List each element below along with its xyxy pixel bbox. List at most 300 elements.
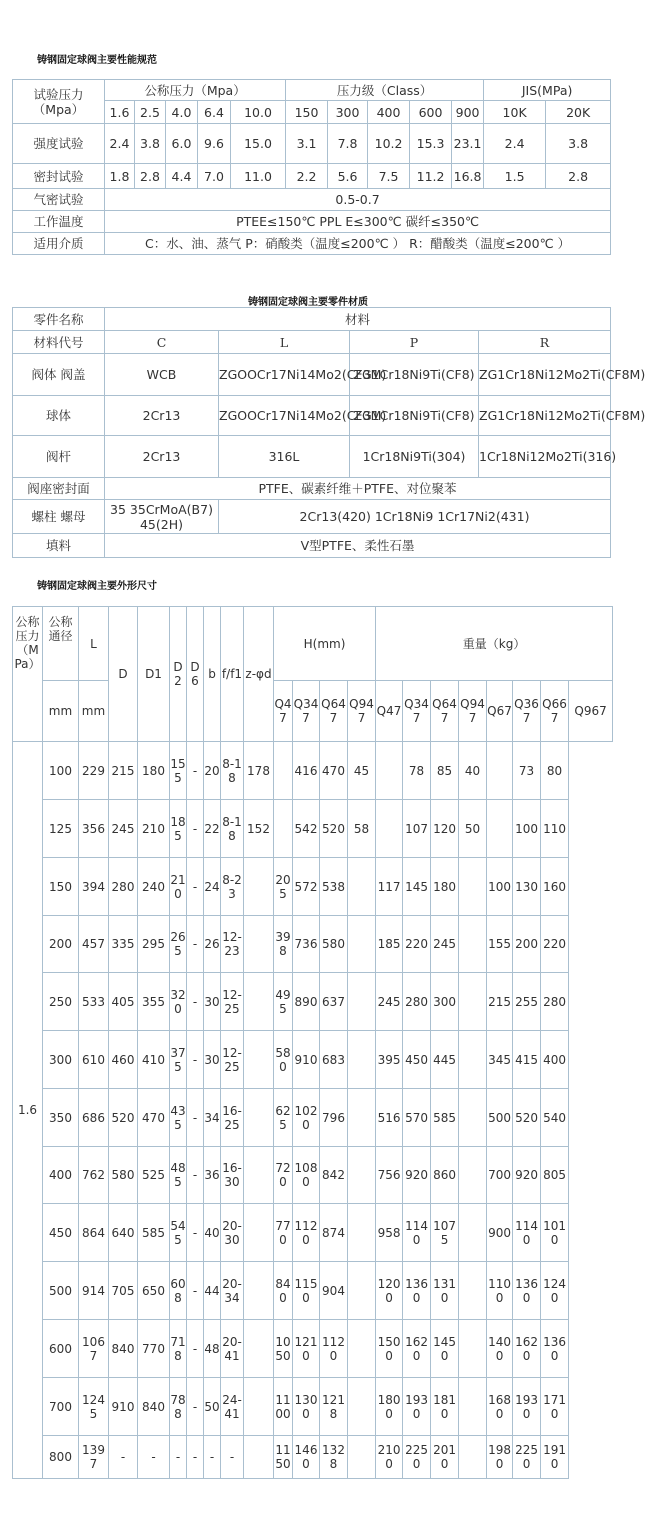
cell-w-q367: 1620 [513,1320,541,1378]
cell-h-q347: 416 [293,742,320,800]
cell-w-q667: 1360 [541,1320,569,1378]
cell-d6: - [187,1147,204,1204]
cell-h-q47: 1100 [274,1378,293,1436]
value-cell: 11.0 [231,164,286,189]
cell-dn: 300 [43,1031,79,1089]
table-row [13,1089,613,1147]
value-cell: 2.4 [105,124,135,164]
cell-b: 30 [204,1031,221,1089]
dimensions-body [13,742,613,1479]
cell-h-q947 [348,858,376,916]
cell-zd [244,1204,274,1262]
cell-b: 50 [204,1378,221,1436]
zd-header: z-φd [244,607,274,742]
dimensions-table [12,606,613,1479]
cell-w-q367: 1140 [513,1204,541,1262]
cell-h-q347: 1150 [293,1262,320,1320]
cell-ff1: 8-18 [221,800,244,858]
cell-w-q67: 345 [487,1031,513,1089]
cell-d: - [109,1436,138,1479]
w-col-q67: Q67 [487,681,513,742]
cell-l: 394 [79,858,109,916]
cell-d6: - [187,800,204,858]
cell-w-q647: 245 [431,916,459,973]
cell-dn: 600 [43,1320,79,1378]
cell-b: 22 [204,800,221,858]
cell-h-q947 [348,1147,376,1204]
cell-d: 580 [109,1147,138,1204]
cell-w-q947 [459,1320,487,1378]
cell-h-q947 [348,1262,376,1320]
cell-h-q647: 520 [320,800,348,858]
cell-h-q47: 398 [274,916,293,973]
cell-b: 40 [204,1204,221,1262]
cell-h-q347: 1300 [293,1378,320,1436]
cell-w-q647: 1310 [431,1262,459,1320]
value-cell: 15.0 [231,124,286,164]
value-cell: 4.4 [166,164,198,189]
cell-dn: 500 [43,1262,79,1320]
w-col-q47: Q47 [376,681,403,742]
cell-w-q367: 920 [513,1147,541,1204]
bolt-c-value: 35 35CrMoA(B7) 45(2H) [105,500,219,534]
value-cell: 2.4 [484,124,546,164]
material-cell: 2Cr13 [105,436,219,478]
value-cell: 1.8 [105,164,135,189]
h-col-q947: Q947 [348,681,376,742]
cell-w-q347: 280 [403,973,431,1031]
performance-table [12,79,611,255]
seat-value: PTFE、碳素纤维＋PTFE、对位聚苯 [105,478,611,500]
cell-w-q947 [459,973,487,1031]
cell-w-q47: 958 [376,1204,403,1262]
material-cell: 2Cr13 [105,396,219,436]
cell-h-q947: 45 [348,742,376,800]
cell-h-q947 [348,1436,376,1479]
cell-h-q47: 580 [274,1031,293,1089]
cell-w-q367: 73 [513,742,541,800]
media-value: C：水、油、蒸气 P：硝酸类（温度≤200℃ ） R：醋酸类（温度≤200℃ ） [105,233,611,255]
w-col-q967: Q967 [569,681,613,742]
cell-w-q947 [459,1031,487,1089]
code-c: C [105,331,219,354]
value-cell: 1.5 [484,164,546,189]
bolt-other-value: 2Cr13(420) 1Cr18Ni9 1Cr17Ni2(431) [219,500,611,534]
row-label: 密封试验 [13,164,105,189]
cell-w-q947 [459,1378,487,1436]
cell-zd [244,1436,274,1479]
table-row [13,1378,613,1436]
seat-label: 阀座密封面 [13,478,105,500]
d6-header: D6 [187,607,204,742]
nominal-diameter-header: 公称通径 [43,607,79,681]
cell-w-q347: 1360 [403,1262,431,1320]
cell-w-q367: 200 [513,916,541,973]
cell-w-q367: 415 [513,1031,541,1089]
cell-w-q647: 300 [431,973,459,1031]
cell-w-q347: 920 [403,1147,431,1204]
w-col-q947: Q947 [459,681,487,742]
cell-h-q947 [348,1320,376,1378]
table-row [13,1436,613,1479]
table-row [13,916,613,973]
cell-w-q647: 85 [431,742,459,800]
cell-b: 36 [204,1147,221,1204]
cell-w-q947 [459,916,487,973]
h-col-q347: Q347 [293,681,320,742]
cell-w-q647: 860 [431,1147,459,1204]
cell-d2: 435 [170,1089,187,1147]
material-header: 材料 [105,308,611,331]
cell-dn: 200 [43,916,79,973]
w-col-q347: Q347 [403,681,431,742]
test-pressure-header: 试验压力（Mpa） [13,80,105,124]
cell-w-q67 [487,742,513,800]
air-test-value: 0.5-0.7 [105,189,611,211]
cell-w-q347: 220 [403,916,431,973]
value-cell: 15.3 [410,124,452,164]
cell-dn: 100 [43,742,79,800]
pressure-cell: 900 [452,101,484,124]
cell-d: 280 [109,858,138,916]
material-cell: ZG1Cr18Ni9Ti(CF8) [350,354,479,396]
value-cell: 3.8 [135,124,166,164]
cell-w-q347: 107 [403,800,431,858]
cell-w-q347: 145 [403,858,431,916]
cell-w-q47: 516 [376,1089,403,1147]
cell-h-q947: 58 [348,800,376,858]
weight-header: 重量（kg） [376,607,613,681]
cell-w-q647: 180 [431,858,459,916]
ff1-header: f/f1 [221,607,244,742]
cell-d2: 155 [170,742,187,800]
cell-h-q647: 538 [320,858,348,916]
packing-value: V型PTFE、柔性石墨 [105,534,611,558]
pressure-cell: 4.0 [166,101,198,124]
cell-w-q67: 1980 [487,1436,513,1479]
cell-d1: 210 [138,800,170,858]
d2-header: D2 [170,607,187,742]
cell-w-q667: 1240 [541,1262,569,1320]
cell-h-q647: 1218 [320,1378,348,1436]
cell-w-q67: 1100 [487,1262,513,1320]
cell-d: 640 [109,1204,138,1262]
cell-h-q347: 736 [293,916,320,973]
cell-d2: 320 [170,973,187,1031]
cell-h-q647: 904 [320,1262,348,1320]
cell-zd: 152 [244,800,274,858]
cell-h-q347: 1460 [293,1436,320,1479]
value-cell: 10.2 [368,124,410,164]
h-col-q647: Q647 [320,681,348,742]
cell-h-q47: 1050 [274,1320,293,1378]
cell-zd [244,1262,274,1320]
cell-w-q367: 130 [513,858,541,916]
l-unit: mm [79,681,109,742]
cell-b: 30 [204,973,221,1031]
cell-d: 910 [109,1378,138,1436]
cell-w-q667: 1710 [541,1378,569,1436]
cell-dn: 450 [43,1204,79,1262]
cell-w-q67: 215 [487,973,513,1031]
cell-d2: 210 [170,858,187,916]
cell-w-q667: 220 [541,916,569,973]
material-cell: ZG1Cr18Ni12Mo2Ti(CF8M) [479,354,611,396]
value-cell: 11.2 [410,164,452,189]
strength-test-row [13,124,611,164]
cell-d: 405 [109,973,138,1031]
cell-w-q647: 585 [431,1089,459,1147]
cell-d: 520 [109,1089,138,1147]
cell-w-q347: 1620 [403,1320,431,1378]
value-cell: 7.0 [198,164,231,189]
cell-w-q667: 80 [541,742,569,800]
cell-h-q347: 572 [293,858,320,916]
cell-d6: - [187,1378,204,1436]
cell-w-q367: 520 [513,1089,541,1147]
cell-b: 20 [204,742,221,800]
cell-d1: 525 [138,1147,170,1204]
cell-zd: 178 [244,742,274,800]
cell-w-q667: 1010 [541,1204,569,1262]
cell-d6: - [187,916,204,973]
cell-h-q647: 842 [320,1147,348,1204]
cell-d2: 485 [170,1147,187,1204]
cell-d: 215 [109,742,138,800]
table-row [13,1320,613,1378]
cell-w-q67: 1400 [487,1320,513,1378]
cell-b: 24 [204,858,221,916]
cell-w-q947 [459,858,487,916]
cell-w-q67 [487,800,513,858]
cell-w-q647: 120 [431,800,459,858]
cell-zd [244,1378,274,1436]
l-header: L [79,607,109,681]
cell-w-q67: 700 [487,1147,513,1204]
d-header: D [109,607,138,742]
section2-title: 铸钢固定球阀主要零件材质 [248,297,368,308]
pressure-cell: 1.6 [105,101,135,124]
value-cell: 7.8 [328,124,368,164]
cell-zd [244,1031,274,1089]
value-cell: 9.6 [198,124,231,164]
cell-dn: 250 [43,973,79,1031]
cell-d1: 585 [138,1204,170,1262]
pressure-cell: 20K [546,101,611,124]
cell-h-q347: 890 [293,973,320,1031]
cell-d: 460 [109,1031,138,1089]
cell-w-q47: 1500 [376,1320,403,1378]
cell-h-q647: 1120 [320,1320,348,1378]
cell-h-q47: 205 [274,858,293,916]
cell-zd [244,1089,274,1147]
cell-w-q47 [376,742,403,800]
value-cell: 2.2 [286,164,328,189]
cell-w-q667: 400 [541,1031,569,1089]
cell-d1: 355 [138,973,170,1031]
cell-dn: 700 [43,1378,79,1436]
cell-dn: 125 [43,800,79,858]
cell-ff1: 24-41 [221,1378,244,1436]
cell-ff1: 12-23 [221,916,244,973]
d1-header: D1 [138,607,170,742]
cell-w-q347: 1140 [403,1204,431,1262]
cell-b: 34 [204,1089,221,1147]
cell-w-q47 [376,800,403,858]
section1-title: 铸钢固定球阀主要性能规范 [37,55,157,66]
cell-d: 245 [109,800,138,858]
pressure-cell: 10K [484,101,546,124]
material-cell: ZGOOCr17Ni14Mo2(CF3M) [219,396,350,436]
material-cell: 316L [219,436,350,478]
cell-h-q647: 1328 [320,1436,348,1479]
cell-w-q667: 110 [541,800,569,858]
table-row [13,1262,613,1320]
table-row [13,1204,613,1262]
cell-dn: 150 [43,858,79,916]
cell-d6: - [187,858,204,916]
cell-w-q667: 1910 [541,1436,569,1479]
cell-d6: - [187,1089,204,1147]
cell-w-q947: 40 [459,742,487,800]
cell-dn: 400 [43,1147,79,1204]
nominal-pressure-header: 公称压力（Mpa） [105,80,286,101]
materials-table [12,307,646,558]
cell-h-q947 [348,1031,376,1089]
section3-title: 铸钢固定球阀主要外形尺寸 [37,581,157,592]
cell-w-q67: 900 [487,1204,513,1262]
cell-h-q347: 542 [293,800,320,858]
cell-ff1: 20-41 [221,1320,244,1378]
pressure-cell: 150 [286,101,328,124]
cell-d6: - [187,1320,204,1378]
cell-l: 356 [79,800,109,858]
material-cell: 1Cr18Ni12Mo2Ti(316) [479,436,611,478]
cell-l: 229 [79,742,109,800]
cell-h-q47: 1150 [274,1436,293,1479]
cell-b: 48 [204,1320,221,1378]
cell-d1: 840 [138,1378,170,1436]
cell-d2: 185 [170,800,187,858]
cell-d6: - [187,1204,204,1262]
value-cell: 2.8 [135,164,166,189]
cell-d1: - [138,1436,170,1479]
cell-d6: - [187,1262,204,1320]
cell-l: 610 [79,1031,109,1089]
cell-w-q647: 2010 [431,1436,459,1479]
cell-w-q347: 2250 [403,1436,431,1479]
row-label: 强度试验 [13,124,105,164]
row-label: 阀体 阀盖 [13,354,105,396]
cell-b: 44 [204,1262,221,1320]
cell-w-q67: 1680 [487,1378,513,1436]
cell-d1: 180 [138,742,170,800]
cell-w-q947 [459,1436,487,1479]
cell-d2: 788 [170,1378,187,1436]
cell-ff1: - [221,1436,244,1479]
cell-w-q947 [459,1147,487,1204]
cell-l: 1245 [79,1378,109,1436]
cell-w-q667: 280 [541,973,569,1031]
cell-d6: - [187,1436,204,1479]
cell-w-q67: 155 [487,916,513,973]
cell-l: 686 [79,1089,109,1147]
cell-w-q647: 1075 [431,1204,459,1262]
h-col-q47: Q47 [274,681,293,742]
cell-w-q647: 445 [431,1031,459,1089]
cell-l: 864 [79,1204,109,1262]
material-cell: ZG1Cr18Ni12Mo2Ti(CF8M) [479,396,611,436]
cell-d2: 265 [170,916,187,973]
pressure-cell: 10.0 [231,101,286,124]
table-row [13,1147,613,1204]
table-row [13,742,613,800]
part-name-header: 零件名称 [13,308,105,331]
table-row [13,1031,613,1089]
work-temp-label: 工作温度 [13,211,105,233]
cell-d6: - [187,1031,204,1089]
cell-h-q347: 1120 [293,1204,320,1262]
cell-h-q347: 910 [293,1031,320,1089]
cell-w-q947 [459,1204,487,1262]
cell-w-q67: 500 [487,1089,513,1147]
cell-h-q947 [348,1378,376,1436]
cell-h-q647: 874 [320,1204,348,1262]
cell-h-q47 [274,742,293,800]
work-temp-value: PTEE≤150℃ PPL E≤300℃ 碳纤≤350℃ [105,211,611,233]
value-cell: 3.1 [286,124,328,164]
air-test-label: 气密试验 [13,189,105,211]
cell-dn: 350 [43,1089,79,1147]
cell-d2: 718 [170,1320,187,1378]
cell-ff1: 20-30 [221,1204,244,1262]
cell-w-q667: 160 [541,858,569,916]
media-label: 适用介质 [13,233,105,255]
w-col-q667: Q667 [541,681,569,742]
table-row [13,973,613,1031]
cell-d2: 545 [170,1204,187,1262]
cell-w-q47: 1800 [376,1378,403,1436]
cell-w-q47: 117 [376,858,403,916]
code-r: R [479,331,611,354]
jis-header: JIS(MPa) [484,80,611,101]
cell-l: 1067 [79,1320,109,1378]
cell-h-q947 [348,916,376,973]
value-cell: 3.8 [546,124,611,164]
cell-w-q47: 395 [376,1031,403,1089]
pressure-cell: 2.5 [135,101,166,124]
cell-d2: - [170,1436,187,1479]
cell-w-q367: 2250 [513,1436,541,1479]
nominal-pressure-header: 公称压力（MPa） [13,607,43,742]
cell-w-q947 [459,1089,487,1147]
cell-h-q347: 1210 [293,1320,320,1378]
cell-h-q947 [348,973,376,1031]
cell-h-q647: 637 [320,973,348,1031]
table-row [13,800,613,858]
row-label: 阀杆 [13,436,105,478]
pressure-cell: 400 [368,101,410,124]
code-l: L [219,331,350,354]
cell-ff1: 8-18 [221,742,244,800]
cell-w-q667: 540 [541,1089,569,1147]
cell-d: 840 [109,1320,138,1378]
cell-ff1: 8-23 [221,858,244,916]
cell-d2: 608 [170,1262,187,1320]
material-cell: ZGOOCr17Ni14Mo2(CF3M) [219,354,350,396]
cell-l: 457 [79,916,109,973]
cell-w-q947: 50 [459,800,487,858]
